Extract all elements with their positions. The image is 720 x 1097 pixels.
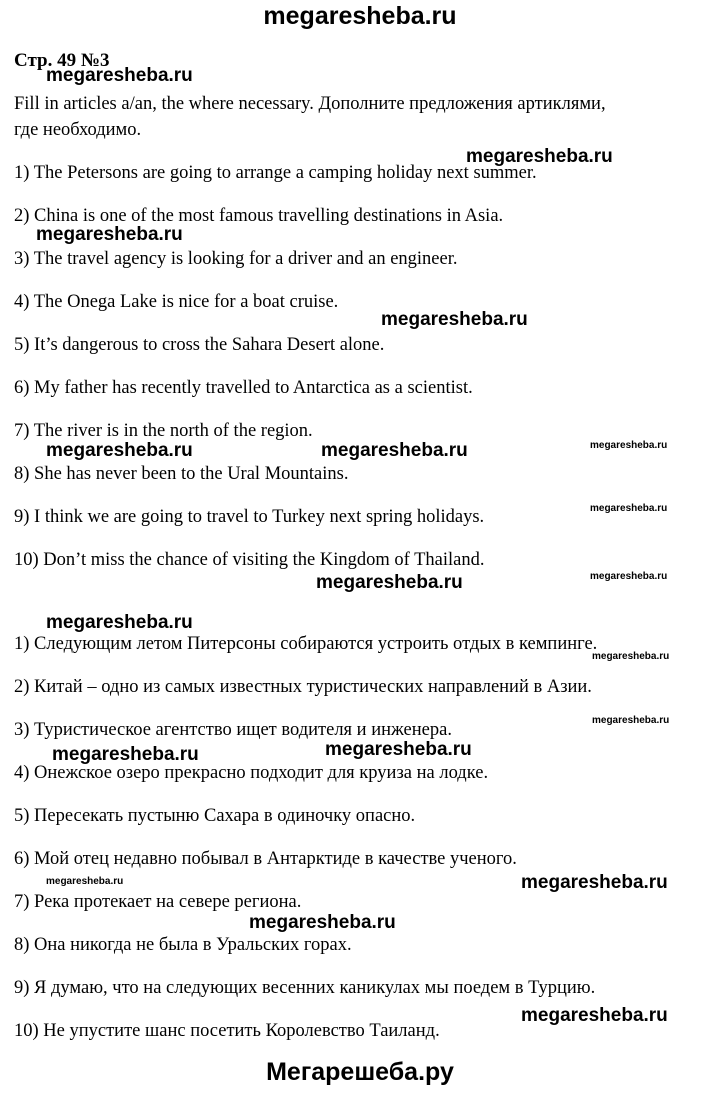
watermark: megaresheba.ru [46,612,193,633]
english-sentence-5: 5) It’s dangerous to cross the Sahara Desert alone. [14,335,385,355]
russian-sentence-8: 8) Она никогда не была в Уральских горах. [14,935,352,955]
watermark: megaresheba.ru [381,309,528,330]
russian-sentence-2: 2) Китай – одно из самых известных туристических направлений в Азии. [14,677,592,697]
site-header: megaresheba.ru [263,2,457,30]
task-title: Стр. 49 №3 [14,50,110,71]
english-sentence-7: 7) The river is in the north of the region. [14,421,313,441]
watermark-small: megaresheba.ru [592,715,670,726]
english-sentence-3: 3) The travel agency is looking for a driver and an engineer. [14,249,458,269]
english-sentence-6: 6) My father has recently travelled to Antarctica as a scientist. [14,378,473,398]
watermark-small: megaresheba.ru [590,571,668,582]
watermark: megaresheba.ru [52,744,199,765]
watermark: megaresheba.ru [321,440,468,461]
english-sentence-1: 1) The Petersons are going to arrange a camping holiday next summer. [14,163,537,183]
watermark: megaresheba.ru [249,912,396,933]
russian-sentence-3: 3) Туристическое агентство ищет водителя и инженера. [14,720,452,740]
english-sentence-9: 9) I think we are going to travel to Turkey next spring holidays. [14,507,485,527]
english-sentence-8: 8) She has never been to the Ural Mountains. [14,464,349,484]
russian-sentence-6: 6) Мой отец недавно побывал в Антарктиде в качестве ученого. [14,849,517,869]
watermark-small: megaresheba.ru [590,440,668,451]
watermark: megaresheba.ru [46,65,193,86]
instruction-line-1: Fill in articles a/an, the where necessary. Дополните предложения артиклями, [14,94,606,114]
russian-sentence-1: 1) Следующим летом Питерсоны собираются устроить отдых в кемпинге. [14,634,598,654]
english-sentence-2: 2) China is one of the most famous travelling destinations in Asia. [14,206,504,226]
watermark: megaresheba.ru [521,872,668,893]
instruction-line-2: где необходимо. [14,120,142,140]
watermark: megaresheba.ru [36,224,183,245]
russian-sentence-5: 5) Пересекать пустыню Сахара в одиночку опасно. [14,806,416,826]
watermark: megaresheba.ru [466,146,613,167]
english-sentence-4: 4) The Onega Lake is nice for a boat cruise. [14,292,339,312]
russian-sentence-10: 10) Не упустите шанс посетить Королевство Таиланд. [14,1021,440,1041]
watermark: megaresheba.ru [316,572,463,593]
watermark-small: megaresheba.ru [46,876,124,887]
english-sentence-10: 10) Don’t miss the chance of visiting the Kingdom of Thailand. [14,550,485,570]
watermark: megaresheba.ru [521,1005,668,1026]
site-footer: Мегарешеба.ру [266,1058,454,1086]
russian-sentence-9: 9) Я думаю, что на следующих весенних каникулах мы поедем в Турцию. [14,978,596,998]
russian-sentence-7: 7) Река протекает на севере региона. [14,892,302,912]
watermark: megaresheba.ru [46,440,193,461]
watermark-small: megaresheba.ru [590,503,668,514]
watermark-small: megaresheba.ru [592,651,670,662]
watermark: megaresheba.ru [325,739,472,760]
russian-sentence-4: 4) Онежское озеро прекрасно подходит для круиза на лодке. [14,763,489,783]
